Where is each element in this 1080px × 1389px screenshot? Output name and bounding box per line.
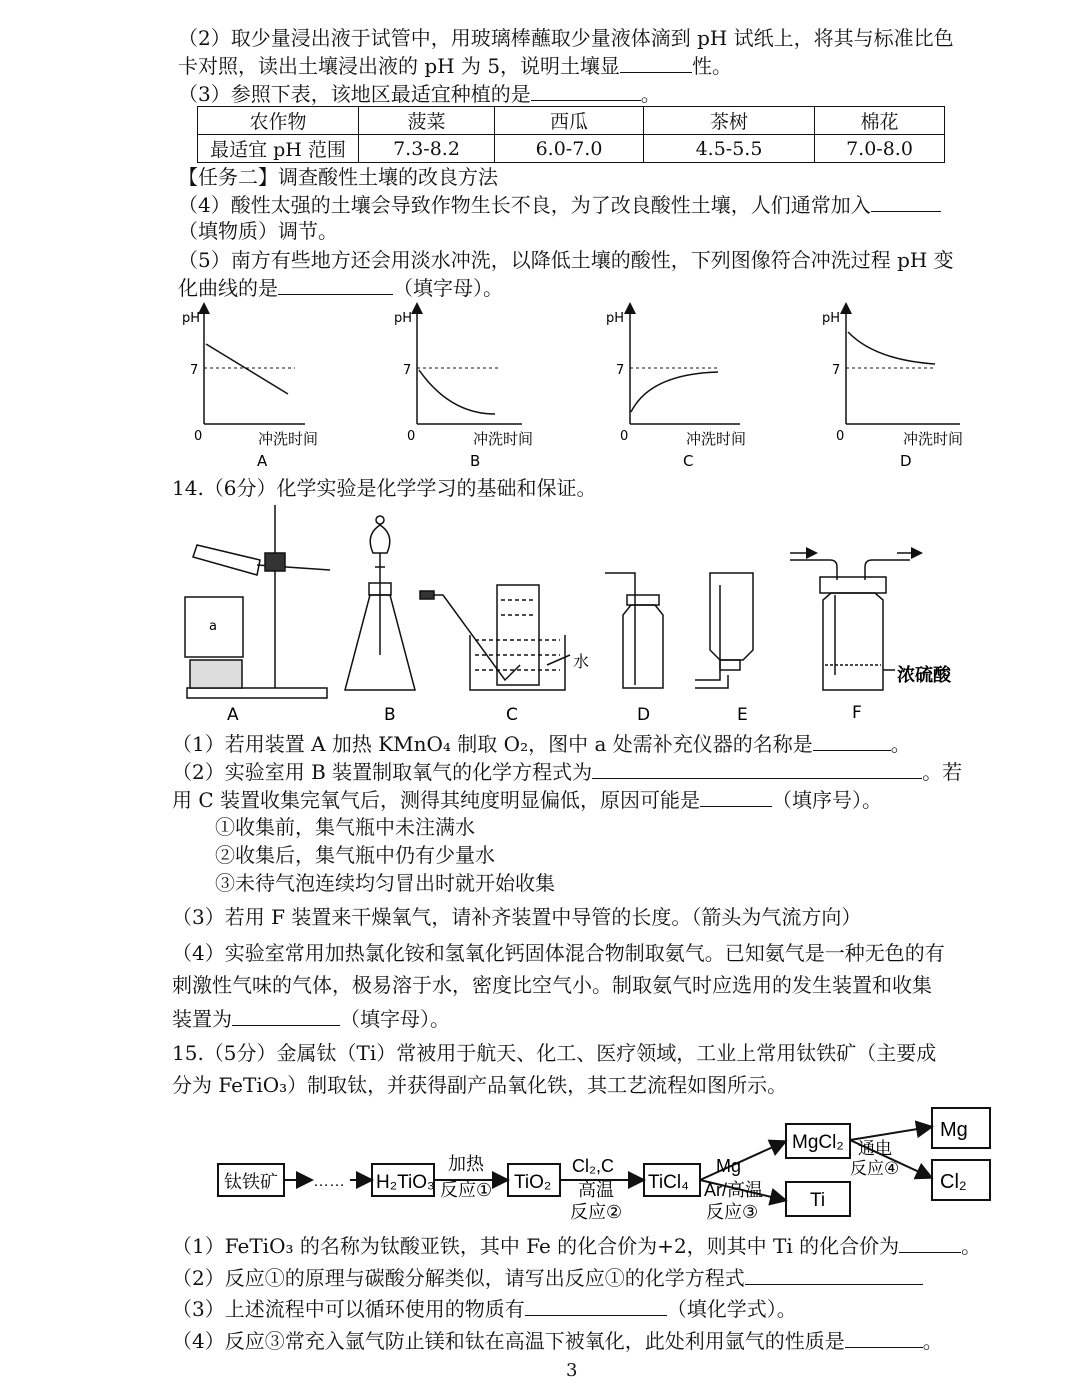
flow-tio2: TiO₂ (514, 1172, 552, 1193)
answer-blank[interactable] (700, 786, 772, 807)
task2-heading: 【任务二】调查酸性土壤的改良方法 (178, 165, 498, 189)
flow-mg: Mg (940, 1119, 968, 1141)
ph-axis-label: pH (822, 311, 841, 326)
apparatus-b (345, 516, 415, 690)
table-header: 棉花 (815, 107, 945, 135)
q14-part4-line2: 刺激性气味的气体，极易溶于水，密度比空气小。制取氨气时应选用的发生装置和收集 (172, 973, 932, 997)
flow-mgcl2: MgCl₂ (792, 1132, 844, 1153)
answer-blank[interactable] (620, 52, 692, 73)
q15-part2-text: （2）反应①的原理与碳酸分解类似，请写出反应①的化学方程式 (172, 1266, 745, 1290)
q15-part4 (172, 1327, 943, 1354)
q13-part2-line1: （2）取少量浸出液于试管中，用玻璃棒蘸取少量液体滴到 pH 试纸上，将其与标准比色 (178, 26, 954, 50)
q14-part2-line1 (172, 758, 962, 785)
label-conc-acid: 浓硫酸 (897, 665, 951, 686)
table-row-label: 最适宜 pH 范围 (198, 135, 359, 163)
q13-part2-end: 性。 (692, 54, 733, 78)
chart-label-a: A (257, 452, 268, 470)
q14-part2-line2 (172, 786, 882, 813)
flow-r2-top: Cl₂,C (572, 1156, 614, 1176)
apparatus-c (420, 585, 570, 690)
tick-7: 7 (403, 363, 412, 378)
flow-r2-mid: 高温 (578, 1180, 614, 1200)
chart-label-c: C (683, 452, 694, 470)
flow-r3-mid: Ar/高温 (704, 1180, 764, 1200)
ph-axis-label: pH (394, 311, 413, 326)
chart-b-curve (419, 370, 495, 414)
apparatus-label-f: F (852, 703, 862, 723)
q13-part3-text: （3）参照下表，该地区最适宜种植的是 (178, 82, 531, 106)
q13-part5-text: 化曲线的是 (178, 276, 278, 300)
q14-option-3: ③未待气泡连续均匀冒出时就开始收集 (215, 871, 555, 895)
q14-part3: （3）若用 F 装置来干燥氧气，请补齐装置中导管的长度。（箭头为气流方向） (172, 905, 862, 929)
apparatus-d (605, 573, 663, 688)
chart-a-curve (206, 344, 288, 394)
answer-blank[interactable] (845, 1327, 923, 1348)
table-header-row (198, 107, 945, 135)
chart-c-curve (631, 372, 718, 412)
q14-option-1: ①收集前，集气瓶中未注满水 (215, 815, 475, 839)
table-cell: 7.0-8.0 (815, 135, 945, 163)
apparatus-e (695, 573, 753, 688)
q13-part5-line1: （5）南方有些地方还会用淡水冲洗，以降低土壤的酸性，下列图像符合冲洗过程 pH 变 (178, 248, 954, 272)
table-header: 菠菜 (359, 107, 495, 135)
q15-part2 (172, 1264, 923, 1291)
q15-part1-end: 。 (961, 1234, 982, 1258)
q14-part4-line1: （4）实验室常用加热氯化铵和氢氧化钙固体混合物制取氨气。已知氨气是一种无色的有 (172, 941, 945, 965)
answer-blank[interactable] (871, 191, 941, 212)
time-axis-label: 冲洗时间 (473, 430, 534, 448)
q13-part3-end: 。 (640, 82, 661, 106)
q15-part1-text: （1）FeTiO₃ 的名称为钛酸亚铁，其中 Fe 的化合价为+2，则其中 Ti 的化合价为 (172, 1234, 900, 1258)
table-cell: 4.5-5.5 (644, 135, 815, 163)
apparatus-label-b: B (384, 705, 396, 725)
q15-title-line1: 15.（5分）金属钛（Ti）常被用于航天、化工、医疗领域，工业上常用钛铁矿（主要成 (172, 1041, 937, 1065)
origin-label: 0 (194, 429, 203, 444)
table-header: 茶树 (644, 107, 815, 135)
answer-blank[interactable] (232, 1005, 340, 1026)
q14-part2-end: 。若 (922, 760, 963, 784)
q15-part3 (172, 1295, 797, 1322)
origin-label: 0 (407, 429, 416, 444)
apparatus-label-a: A (227, 705, 239, 725)
ph-axis-label: pH (606, 311, 625, 326)
q13-part4-line2: （填物质）调节。 (178, 219, 338, 243)
flow-r4-bot: 反应④ (850, 1159, 900, 1178)
chart-label-b: B (470, 452, 481, 470)
q13-part5-line2 (178, 274, 503, 301)
flow-r3-top: Mg (716, 1156, 742, 1176)
apparatus-label-d: D (637, 705, 651, 725)
q14-option-2: ②收集后，集气瓶中仍有少量水 (215, 843, 495, 867)
chart-c (606, 308, 746, 470)
flow-ore: 钛铁矿 (224, 1172, 278, 1192)
q14-part1 (172, 730, 911, 757)
flow-h2tio3: H₂TiO₃ (376, 1172, 435, 1193)
answer-blank[interactable] (278, 274, 393, 295)
q14-part2-text: （2）实验室用 B 装置制取氧气的化学方程式为 (172, 760, 593, 784)
q14-part2b-text: 用 C 装置收集完氧气后，测得其纯度明显偏低，原因可能是 (172, 788, 701, 812)
table-cell: 7.3-8.2 (359, 135, 495, 163)
table-cell: 6.0-7.0 (495, 135, 644, 163)
chart-d-curve (848, 332, 935, 364)
origin-label: 0 (620, 429, 629, 444)
q14-part1-text: （1）若用装置 A 加热 KMnO₄ 制取 O₂，图中 a 处需补充仪器的名称是 (172, 732, 813, 756)
time-axis-label: 冲洗时间 (903, 430, 964, 448)
flow-ti: Ti (810, 1190, 826, 1211)
answer-blank[interactable] (745, 1264, 923, 1285)
q14-part1-end: 。 (890, 732, 911, 756)
flow-r2-bot: 反应② (570, 1202, 623, 1222)
chart-b (394, 308, 533, 470)
q13-part4-line1 (178, 191, 941, 218)
page-number: 3 (566, 1360, 578, 1381)
q15-part1 (172, 1232, 981, 1259)
table-row (198, 135, 945, 163)
tick-7: 7 (832, 363, 841, 378)
answer-blank[interactable] (525, 1295, 667, 1316)
flow-ticl4: TiCl₄ (648, 1172, 689, 1193)
apparatus-a (185, 505, 330, 698)
table-header: 农作物 (198, 107, 359, 135)
flow-r3-bot: 反应③ (706, 1202, 759, 1222)
chart-a (182, 308, 318, 470)
q13-part5-end: （填字母）。 (393, 276, 503, 300)
apparatus-label-e: E (737, 705, 748, 725)
ph-axis-label: pH (182, 311, 201, 326)
q14-part2b-end: （填序号）。 (772, 788, 883, 812)
q13-part2-line2 (178, 52, 732, 79)
q13-part3-line (178, 80, 661, 107)
chart-label-d: D (900, 452, 912, 470)
tick-7: 7 (616, 363, 625, 378)
apparatus-label-c: C (506, 705, 518, 725)
time-axis-label: 冲洗时间 (686, 430, 747, 448)
flow-cl2: Cl₂ (940, 1171, 967, 1193)
q15-part3-end: （填化学式）。 (666, 1297, 797, 1321)
answer-blank[interactable] (813, 730, 891, 751)
apparatus-f (790, 560, 910, 690)
chart-d (822, 308, 963, 470)
flow-r4-top: 通电 (858, 1139, 892, 1158)
q14-part4-text: 装置为 (172, 1007, 232, 1031)
q14-title: 14.（6分）化学实验是化学学习的基础和保证。 (172, 476, 597, 500)
answer-blank[interactable] (531, 80, 641, 101)
q13-part4-text: （4）酸性太强的土壤会导致作物生长不良，为了改良酸性土壤，人们通常加入 (178, 193, 871, 217)
crop-ph-table (197, 106, 945, 163)
flow-dots: …… (313, 1173, 345, 1190)
table-header: 西瓜 (495, 107, 644, 135)
tick-7: 7 (190, 363, 199, 378)
titanium-process-flow (210, 1102, 1000, 1224)
q14-part4-end: （填字母）。 (340, 1007, 450, 1031)
flow-r1-top: 加热 (448, 1154, 484, 1174)
label-water: 水 (573, 652, 590, 671)
answer-blank[interactable] (899, 1232, 961, 1253)
flow-r1-bot: 反应① (440, 1180, 493, 1200)
q15-part3-text: （3）上述流程中可以循环使用的物质有 (172, 1297, 525, 1321)
lab-apparatus-figure (175, 505, 995, 725)
time-axis-label: 冲洗时间 (258, 430, 319, 448)
q13-part2-text: 卡对照，读出土壤浸出液的 pH 为 5，说明土壤显 (178, 54, 621, 78)
q15-part4-end: 。 (922, 1329, 943, 1353)
q14-part4-line3 (172, 1005, 450, 1032)
ph-charts (170, 302, 990, 474)
origin-label: 0 (836, 429, 845, 444)
q15-part4-text: （4）反应③常充入氩气防止镁和钛在高温下被氧化，此处利用氩气的性质是 (172, 1329, 845, 1353)
answer-blank[interactable] (592, 758, 922, 779)
label-a-box: a (209, 619, 217, 634)
q15-title-line2: 分为 FeTiO₃）制取钛，并获得副产品氧化铁，其工艺流程如图所示。 (172, 1073, 788, 1097)
